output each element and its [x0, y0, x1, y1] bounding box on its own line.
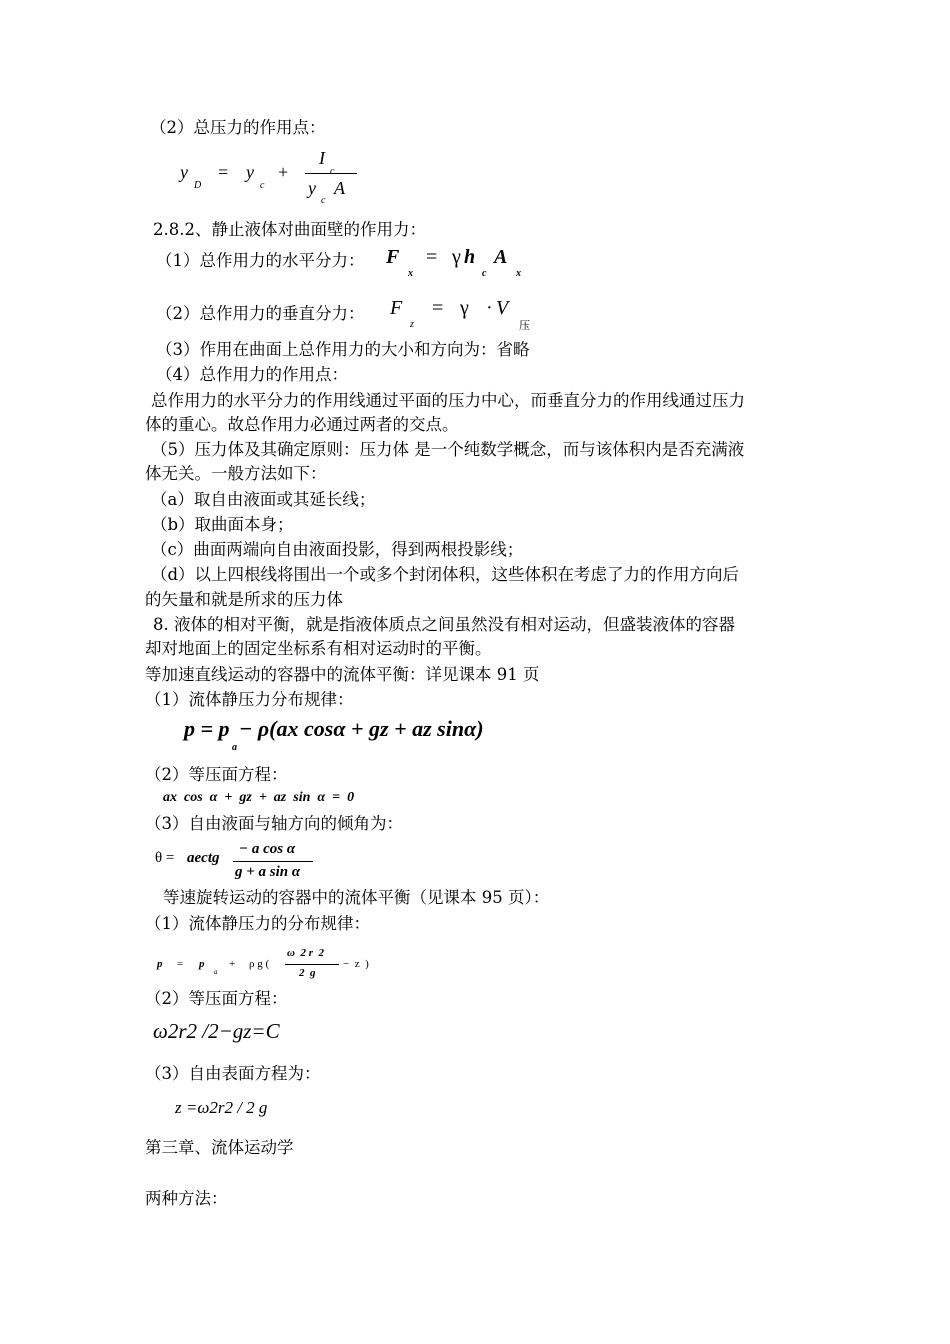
line-uniform-rotation: 等速旋转运动的容器中的流体平衡（见课本 95 页）： — [163, 888, 550, 907]
line-linear-acceleration: 等加速直线运动的容器中的流体平衡：详见课本 91 页 — [145, 665, 540, 684]
paragraph-line-4: 体无关。一般方法如下： — [145, 464, 327, 483]
list-item-c: （c）曲面两端向自由液面投影，得到两根投影线； — [151, 540, 524, 559]
paragraph-line-3: （5）压力体及其确定原则：压力体 是一个纯数学概念，而与该体积内是否充满液 — [151, 440, 745, 459]
line-pressure-point: （2）总压力的作用点： — [150, 118, 326, 137]
paragraph-line-2: 体的重心。故总作用力必通过两者的交点。 — [145, 415, 459, 434]
line-action-point: （4）总作用力的作用点： — [156, 365, 348, 384]
fraction-bar — [305, 173, 357, 174]
fraction-bar — [233, 861, 313, 862]
line-horizontal-force: （1）总作用力的水平分力： — [156, 251, 365, 270]
line-magnitude-direction: （3）作用在曲面上总作用力的大小和方向为：省略 — [156, 340, 530, 359]
line-two-methods: 两种方法： — [145, 1189, 228, 1208]
chapter-3-heading: 第三章、流体运动学 — [145, 1138, 294, 1157]
equation-pressure-center: y D = y c + I c y c A — [178, 148, 368, 208]
equation-vertical-force: F z = γ · V 压 — [390, 297, 530, 332]
list-item-d: （d）以上四根线将围出一个或多个封闭体积，这些体积在考虑了力的作用方向后 — [151, 565, 740, 584]
paragraph-relative-equilibrium-2: 却对地面上的固定坐标系有相对运动时的平衡。 — [145, 639, 492, 658]
section-2-8-2: 2.8.2、静止液体对曲面壁的作用力： — [153, 220, 426, 239]
line-equipressure-2: （2）等压面方程： — [145, 989, 288, 1008]
equation-rotation-pressure: p = p a + ρ g ( ω 2 r 2 2 g − z ) — [157, 947, 369, 979]
line-inclination: （3）自由液面与轴方向的倾角为： — [145, 814, 403, 833]
line-rotation-pressure: （1）流体静压力的分布规律： — [145, 914, 370, 933]
paragraph-line-1: 总作用力的水平分力的作用线通过平面的压力中心，而垂直分力的作用线通过压力 — [151, 391, 745, 410]
list-item-d-cont: 的矢量和就是所求的压力体 — [145, 590, 343, 609]
equation-pressure-distribution: p = p a − ρ(ax cosα + gz + az sinα) — [184, 716, 484, 753]
equation-equipressure-2: ω2r2 /2−gz=C — [153, 1019, 280, 1043]
line-free-surface: （3）自由表面方程为： — [145, 1064, 321, 1083]
line-pressure-distribution: （1）流体静压力分布规律： — [145, 690, 354, 709]
line-vertical-force: （2）总作用力的垂直分力： — [156, 304, 365, 323]
equation-free-surface: z =ω2r2 / 2 g — [175, 1098, 268, 1117]
paragraph-relative-equilibrium-1: 8. 液体的相对平衡，就是指液体质点之间虽然没有相对运动，但盛装液体的容器 — [153, 615, 735, 634]
fraction-bar — [285, 964, 339, 965]
equation-inclination: θ = aectg − a cos α g + a sin α — [155, 840, 355, 885]
list-item-b: （b）取曲面本身； — [151, 515, 294, 534]
list-item-a: （a）取自由液面或其延长线； — [151, 490, 376, 509]
line-equipressure-1: （2）等压面方程： — [145, 765, 288, 784]
equation-equipressure-1: ax cos α + gz + az sin α = 0 — [163, 790, 355, 805]
equation-horizontal-force: F x = γ h c A x — [386, 246, 521, 279]
